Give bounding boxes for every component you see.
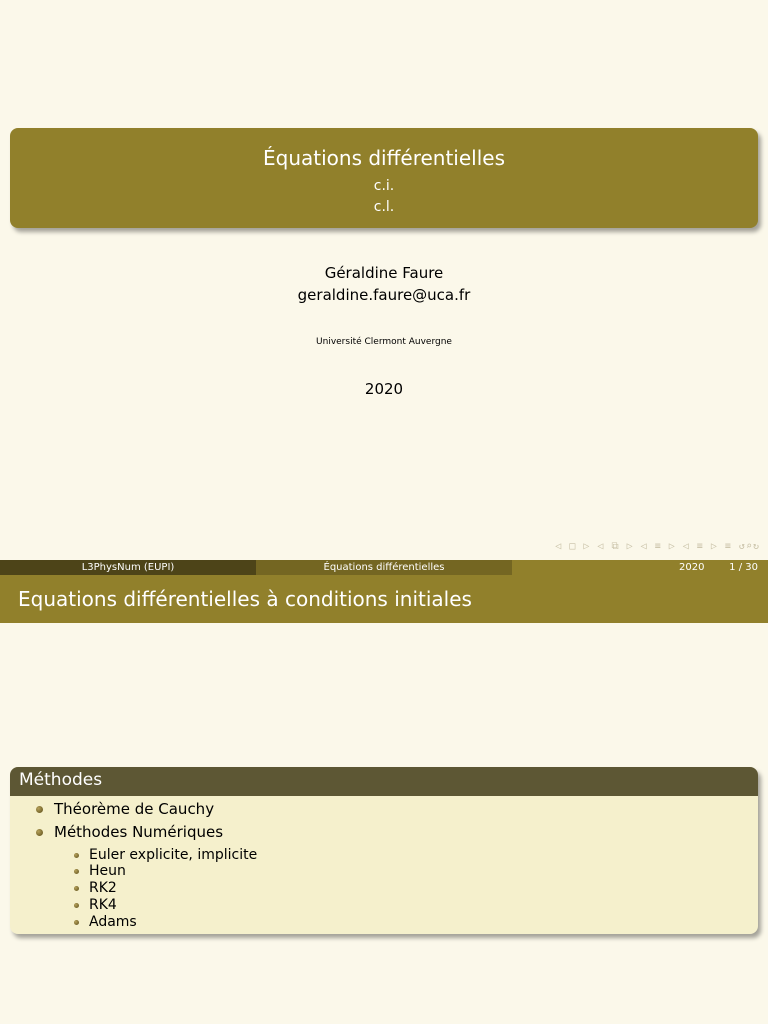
bullet-icon: [74, 869, 79, 874]
sub-list-item: RK4: [89, 897, 117, 913]
author-email: geraldine.faure@uca.fr: [297, 286, 471, 304]
subtitle-line-1: c.i.: [373, 178, 395, 194]
subtitle-line-2: c.l.: [373, 199, 395, 215]
bullet-icon: [74, 920, 79, 925]
beamer-navigation-icons[interactable]: ◁ □ ▷ ◁ ⧉ ▷ ◁ ≡ ▷ ◁ ≡ ▷ ≡ ↺⌕↻: [555, 541, 760, 552]
list-item: Théorème de Cauchy: [54, 800, 214, 818]
sub-list-item: Euler explicite, implicite: [89, 847, 257, 863]
footline-left: L3PhysNum (EUPI): [0, 560, 256, 575]
bullet-icon: [36, 806, 43, 813]
page-number: 1 / 30: [729, 562, 758, 573]
frame-title: Equations différentielles à conditions initiales: [18, 587, 472, 611]
title-block: [10, 128, 758, 228]
institute: Université Clermont Auvergne: [316, 337, 452, 347]
footline-title: Équations différentielles: [256, 560, 512, 575]
footline-date: 2020: [679, 562, 705, 573]
presentation-title: Équations différentielles: [263, 146, 505, 170]
bullet-icon: [74, 886, 79, 891]
bullet-icon: [74, 853, 79, 858]
frame-title-bar: [0, 575, 768, 623]
bullet-icon: [74, 903, 79, 908]
sub-list-item: RK2: [89, 880, 117, 896]
methods-block: [10, 767, 758, 934]
list-item: Méthodes Numériques: [54, 823, 223, 841]
sub-list-item: Adams: [89, 914, 137, 930]
block-title: Méthodes: [19, 770, 103, 790]
author-name: Géraldine Faure: [324, 264, 444, 282]
presentation-date: 2020: [364, 380, 404, 398]
footline: [0, 560, 768, 575]
block-header: [10, 767, 758, 796]
bullet-icon: [36, 829, 43, 836]
sub-list-item: Heun: [89, 863, 126, 879]
footline-right: [512, 560, 768, 575]
